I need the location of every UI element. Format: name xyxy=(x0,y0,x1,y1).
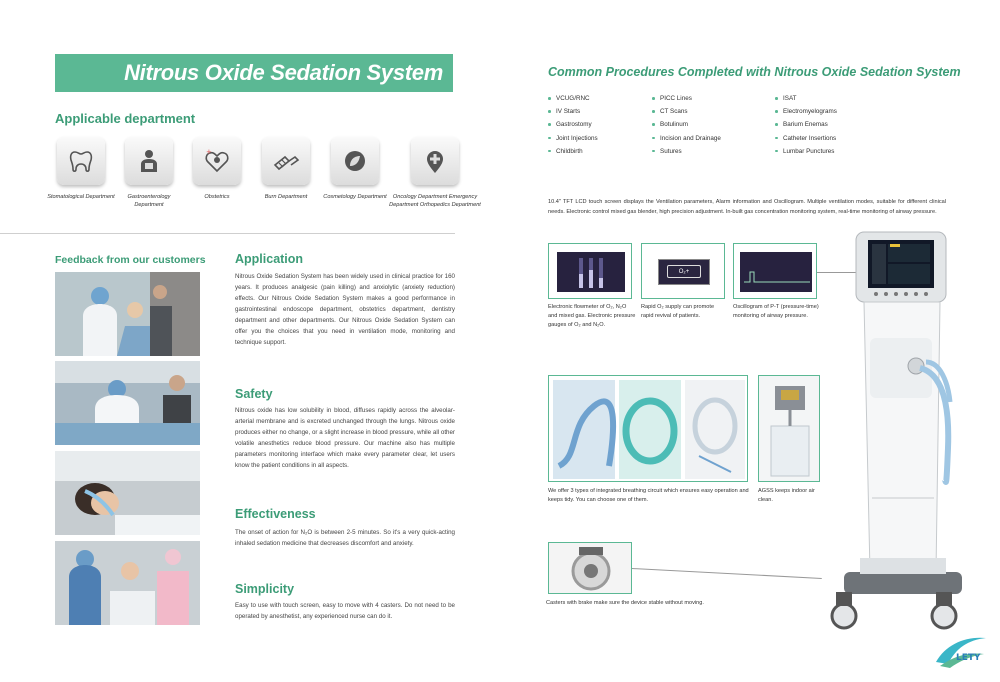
effectiveness-text: The onset of action for N₂O is between 2-5 minutes. So it's a very quick-acting inhaled sedation medicine that decreases discomfort and anxiety. xyxy=(235,529,455,547)
bandaged-arm-icon xyxy=(262,137,310,185)
application-title: Application xyxy=(235,252,304,266)
sedation-machine-image xyxy=(820,228,980,638)
procedure-item: PICC Lines xyxy=(652,92,721,105)
procedure-item: Barium Enemas xyxy=(775,118,837,131)
customer-photo-2 xyxy=(55,361,200,445)
department-label: Obstetrics xyxy=(204,194,230,200)
safety-text: Nitrous oxide has low solubility in blood, diffuses rapidly across the alveolar-arterial membrane and is excreted unchanged through the lungs. Nitrous oxide produces either no change, or a slight increase in blood pressure, while all other volatile anesthetics reduce blood pressure. Our machine also has multiple parameters monitoring interface which make every parameter clear, let users know the patient conditions in all aspects. xyxy=(235,407,455,469)
department-obstetrics xyxy=(182,137,252,201)
department-oncology-emergency-orthopedics xyxy=(389,137,481,209)
title-banner xyxy=(55,54,453,92)
svg-text:+: + xyxy=(206,148,212,156)
flowmeter-screen xyxy=(548,243,632,299)
o2-supply-caption: Rapid O₂ supply can promote rapid revival of patients. xyxy=(641,304,715,319)
effectiveness-title: Effectiveness xyxy=(235,507,316,521)
tooth-icon xyxy=(57,137,105,185)
lcd-description: 10.4" TFT LCD touch screen displays the Ventilation parameters, Alarm information and Oscillogram. Multiple ventilation modes, suitable for different clinical needs. Electronic control mixed gas blender, high precision adjustment. In-built gas concentration monitoring system, real-time monitoring of airway pressure. xyxy=(548,199,946,215)
procedure-item: Childbirth xyxy=(548,145,598,158)
o2-plus-button: O₂+ xyxy=(667,265,701,278)
department-label: Gastroenterology Department xyxy=(127,194,171,208)
procedure-item: Botulinum xyxy=(652,118,721,131)
lety-logo xyxy=(930,626,990,672)
department-cosmetology xyxy=(320,137,390,201)
breathing-circuit-caption: We offer 3 types of integrated breathing circuit which ensures easy operation and keeps tidy. You can choose one of them. xyxy=(548,488,749,503)
simplicity-title: Simplicity xyxy=(235,582,295,596)
procedure-item: Sutures xyxy=(652,145,721,158)
department-icon-row xyxy=(47,137,481,217)
procedure-list-col2 xyxy=(652,92,721,158)
agss-photo xyxy=(758,375,820,482)
procedure-item: Lumbar Punctures xyxy=(775,145,837,158)
agss-caption: AGSS keeps indoor air clean. xyxy=(758,488,815,503)
department-heading: Applicable department xyxy=(55,111,196,126)
procedure-list-col3 xyxy=(775,92,837,158)
procedure-item: IV Starts xyxy=(548,105,598,118)
procedure-item: CT Scans xyxy=(652,105,721,118)
procedure-list-col1 xyxy=(548,92,598,158)
safety-title: Safety xyxy=(235,387,273,401)
breathing-circuit-photos xyxy=(548,375,748,482)
procedure-item: Incision and Drainage xyxy=(652,132,721,145)
department-label: Oncology Department Emergency Department Orthopedics Department xyxy=(389,194,481,208)
flowmeter-caption: Electronic flowmeter of O₂, N₂O and mixed gas. Electronic pressure gauges of O₂ and N₂O. xyxy=(548,304,636,328)
procedure-item: VCUG/RNC xyxy=(548,92,598,105)
leaf-icon xyxy=(331,137,379,185)
oscillogram-caption: Oscillogram of P-T (pressure-time) monitoring of airway pressure. xyxy=(733,304,819,319)
simplicity-text: Easy to use with touch screen, easy to move with 4 casters. Do not need to be operated by anesthetist, any experienced nurse can do it. xyxy=(235,602,455,620)
department-burn xyxy=(251,137,321,201)
department-stomatological xyxy=(46,137,116,201)
page-title: Nitrous Oxide Sedation System xyxy=(124,60,443,85)
department-label: Burn Department xyxy=(264,194,308,200)
caster-photo xyxy=(548,542,632,594)
leader-line xyxy=(632,568,822,579)
mother-baby-icon xyxy=(193,137,241,185)
customer-photo-3 xyxy=(55,451,200,535)
customer-photo-4 xyxy=(55,541,200,625)
logo-text: LETY xyxy=(956,653,981,663)
feedback-heading: Feedback from our customers xyxy=(55,254,206,266)
procedure-item: Joint Injections xyxy=(548,132,598,145)
procedure-item: Electromyelograms xyxy=(775,105,837,118)
procedure-item: Gastrostomy xyxy=(548,118,598,131)
caster-caption: Casters with brake make sure the device stable without moving. xyxy=(546,600,704,606)
procedures-heading: Common Procedures Completed with Nitrous Oxide Sedation System xyxy=(548,65,961,79)
patient-icon xyxy=(125,137,173,185)
customer-photo-1 xyxy=(55,272,200,356)
location-cross-icon xyxy=(411,137,459,185)
application-text: Nitrous Oxide Sedation System has been widely used in clinical practice for 160 years. It produces analgesic (pain killing) and anxiolytic (anxiety reduction) effects. Our Nitrous Oxide Sedation System makes a good performance in gastrointestinal endoscope department, obstetrics department, dentistry department and other departments. Our Nitrous Oxide Sedation System can offer you the choices that you need in ventilation mode, monitoring and technique support. xyxy=(235,273,455,346)
oscillogram-screen xyxy=(733,243,817,299)
department-gastroenterology xyxy=(114,137,184,209)
department-label: Cosmetology Department xyxy=(323,194,387,200)
procedure-item: Catheter Insertions xyxy=(775,132,837,145)
o2-supply-screen xyxy=(641,243,725,299)
department-label: Stomatological Department xyxy=(47,194,115,200)
divider xyxy=(0,233,455,234)
procedure-item: ISAT xyxy=(775,92,837,105)
